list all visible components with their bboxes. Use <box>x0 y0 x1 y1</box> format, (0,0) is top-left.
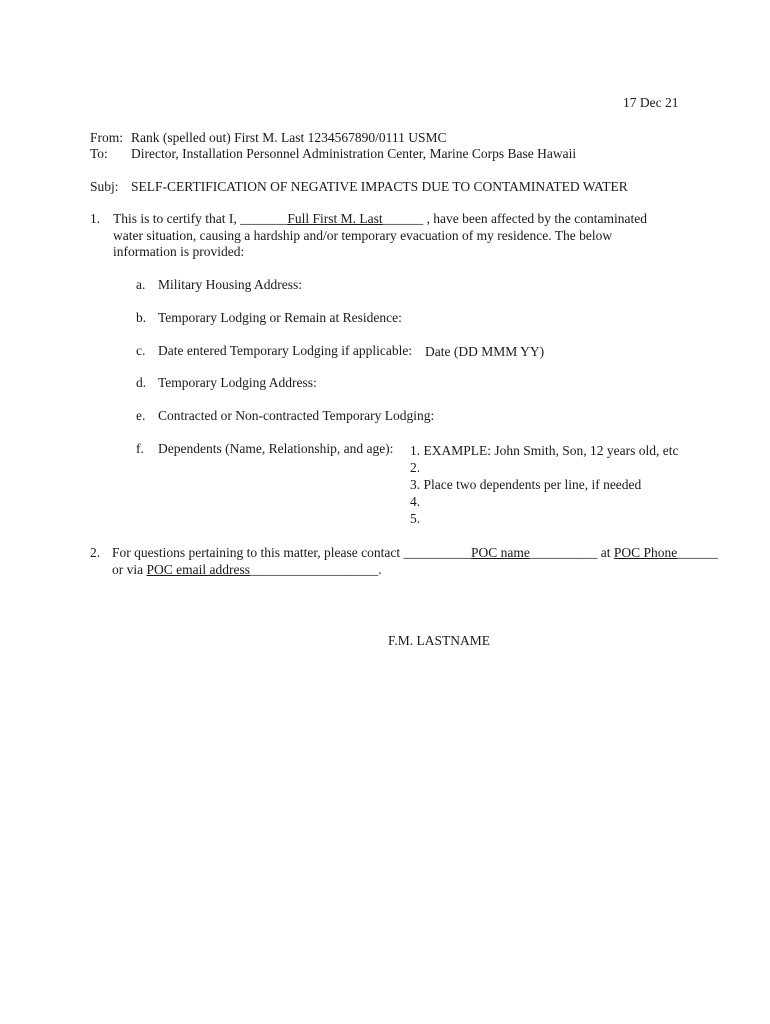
signature-block: F.M. LASTNAME <box>388 633 491 648</box>
dependent-line-2[interactable]: 2. <box>410 460 421 475</box>
email-tail: ___________________. <box>250 562 382 577</box>
para1-number: 1. <box>90 211 101 226</box>
dependent-line-3[interactable]: 3. Place two dependents per line, if needed <box>410 477 642 492</box>
subj-label: Subj: <box>90 179 119 194</box>
or-via-text: or via <box>112 562 144 577</box>
phone-tail: ______ <box>677 545 718 560</box>
para2-mid: __________ at <box>529 545 611 560</box>
poc-phone-field[interactable]: POC Phone <box>613 545 678 560</box>
item-e-label: Contracted or Non-contracted Temporary Lodging: <box>158 408 435 423</box>
from-label: From: <box>90 130 124 145</box>
item-f-letter: f. <box>136 441 144 456</box>
para1-post: ______ , have been affected by the contaminated <box>382 211 648 226</box>
item-b-letter: b. <box>136 310 147 325</box>
to-value: Director, Installation Personnel Administration Center, Marine Corps Base Hawaii <box>131 146 577 161</box>
item-e-letter: e. <box>136 408 146 423</box>
item-d-label: Temporary Lodging Address: <box>158 375 317 390</box>
item-c-label: Date entered Temporary Lodging if applicable: <box>158 343 413 358</box>
para2-pre: For questions pertaining to this matter, please contact __________ <box>112 545 472 560</box>
para2-number: 2. <box>90 545 101 560</box>
item-f-label: Dependents (Name, Relationship, and age): <box>158 441 394 456</box>
from-value: Rank (spelled out) First M. Last 1234567890/0111 USMC <box>131 130 447 145</box>
para2-line2 <box>112 562 382 578</box>
para1-line2: water situation, causing a hardship and/or temporary evacuation of my residence. The below <box>113 228 613 243</box>
dependent-line-1[interactable]: 1. EXAMPLE: John Smith, Son, 12 years old, etc <box>410 443 679 458</box>
item-b-label: Temporary Lodging or Remain at Residence: <box>158 310 402 325</box>
item-a-letter: a. <box>136 277 146 292</box>
certifier-name-field[interactable]: Full First M. Last <box>287 211 383 226</box>
to-label: To: <box>90 146 108 161</box>
item-a-label: Military Housing Address: <box>158 277 302 292</box>
para1-line3: information is provided: <box>113 244 245 259</box>
dependent-line-5[interactable]: 5. <box>410 511 421 526</box>
temp-lodging-date-field[interactable]: Date (DD MMM YY) <box>425 344 545 359</box>
para1-pre: This is to certify that I, _______ <box>113 211 288 226</box>
poc-name-field[interactable]: POC name <box>471 545 530 560</box>
para1-line1 <box>113 211 647 227</box>
dependent-line-4[interactable]: 4. <box>410 494 421 509</box>
para2-line1 <box>112 545 718 561</box>
poc-email-field[interactable]: POC email address <box>146 562 250 577</box>
item-c-letter: c. <box>136 343 146 358</box>
document-date: 17 Dec 21 <box>623 95 679 110</box>
item-d-letter: d. <box>136 375 147 390</box>
subj-value: SELF-CERTIFICATION OF NEGATIVE IMPACTS DUE TO CONTAMINATED WATER <box>131 179 628 194</box>
